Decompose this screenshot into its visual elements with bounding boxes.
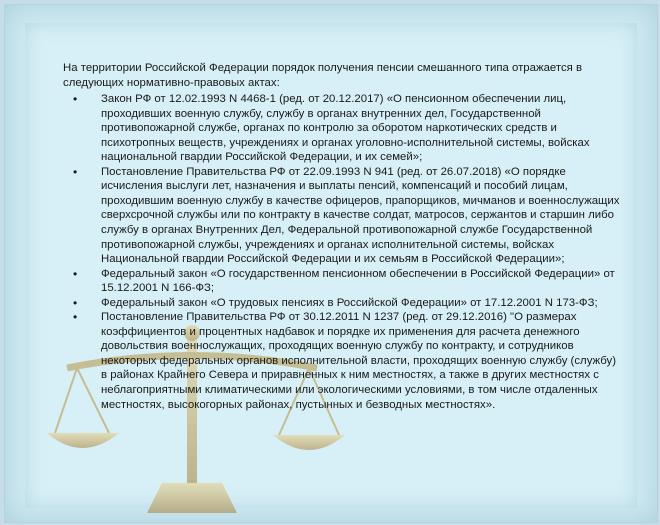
list-item-text: Федеральный закон «О трудовых пенсиях в Российской Федерации» от 17.12.2001 N 173-ФЗ; [101, 296, 598, 309]
list-item-text: Постановление Правительства РФ от 30.12.2011 N 1237 (ред. от 29.12.2016) "О размерах коэффициентов и процентных надбавок и порядке их применения для расчета денежного довольствия военнослужащих, проходящих военную службу по контракту, и сотрудников некоторых федеральных органов исполнительной власти, проходящих военную службу (службу) в районах Крайнего Севера и приравненных к ним местностях, а также в других местностях с неблагоприятными климатическими или экологическими условиями, в том числе отдаленных местностях, высокогорных районах, пустынных и безводных местностях». [101, 311, 617, 411]
bullet-icon: • [73, 164, 78, 179]
list-item [63, 92, 623, 165]
intro-paragraph: На территории Российской Федерации порядок получения пенсии смешанного типа отражается в следующих нормативно-правовых актах: [63, 62, 583, 89]
bullet-icon: • [73, 266, 78, 281]
list-item [63, 165, 623, 267]
page-frame [4, 4, 658, 523]
content-panel [25, 23, 637, 508]
bullet-icon: • [73, 295, 78, 310]
list-item-text: Закон РФ от 12.02.1993 N 4468-1 (ред. от 20.12.2017) «О пенсионном обеспечении лиц, проходивших военную службу, службу в органах внутренних дел, Государственной противопожарной службе, органах по контролю за оборотом наркотических средств и психотропных веществ, учреждениях и органах уголовно-исполнительной системы, войсках национальной гвардии Российской Федерации, и их семей»; [101, 93, 590, 164]
list-item [63, 310, 623, 412]
bullet-icon: • [73, 92, 78, 107]
list-item [63, 296, 623, 311]
legal-acts-list [63, 92, 623, 412]
list-item-text: Постановление Правительства РФ от 22.09.1993 N 941 (ред. от 26.07.2018) «О порядке исчисления выслуги лет, назначения и выплаты пенсий, компенсаций и пособий лицам, проходившим военную службу в качестве офицеров, прапорщиков, мичманов и военнослужащих сверхсрочной службы или по контракту в качестве солдат, матросов, сержантов и старшин либо службу в органах Внутренних Дел, Федеральной противопожарной службе Государственной противопожарной службы, учреждениях и органах исполнительной системы, войсках Национальной гвардии Российской Федерации и их семьям в Российской Федерации»; [101, 165, 620, 266]
list-item-text: Федеральный закон «О государственном пенсионном обеспечении в Российской Федерации» от 15.12.2001 N 166-ФЗ; [101, 267, 615, 295]
list-item [63, 267, 623, 296]
bullet-icon: • [73, 310, 78, 325]
document-body [63, 61, 623, 412]
